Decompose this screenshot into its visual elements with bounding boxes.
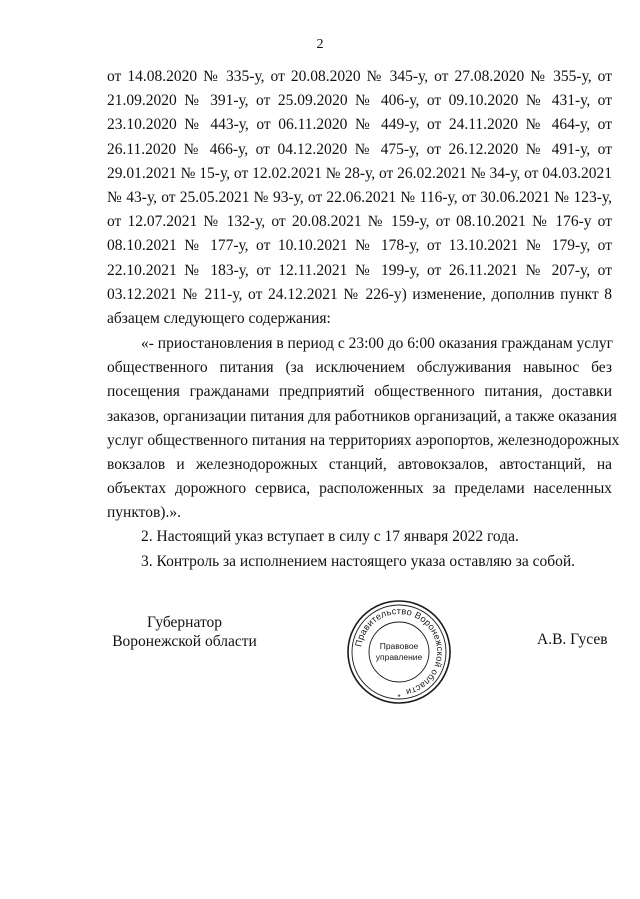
body-line: 03.12.2021 № 211-у, от 24.12.2021 № 226-у) изменение, дополнив пункт 8 <box>107 285 612 303</box>
quote-line: «- приостановления в период с 23:00 до 6:00 оказания гражданам услуг <box>141 335 614 352</box>
quote-line: заказов, организации питания для работников организаций, а также оказания <box>107 407 617 425</box>
body-line: 21.09.2020 № 391-у, от 25.09.2020 № 406-у, от 09.10.2020 № 431-у, от <box>107 92 612 110</box>
signatory-title <box>107 613 262 651</box>
seal-center-line2: управление <box>375 652 423 662</box>
body-line: 08.10.2021 № 177-у, от 10.10.2021 № 178-у, от 13.10.2021 № 179-у, от <box>107 237 612 255</box>
quote-line: услуг общественного питания на территориях аэропортов, железнодорожных <box>107 431 620 449</box>
seal-center-line1: Правовое <box>379 641 419 651</box>
item-3: 3. Контроль за исполнением настоящего указа оставляю за собой. <box>141 553 576 570</box>
quoted-amendment <box>107 332 620 526</box>
signatory-title-line2: Воронежской области <box>112 633 257 650</box>
seal-ring-text: Правительство Воронежской области <box>353 605 446 698</box>
body-line: от 12.07.2021 № 132-у, от 20.08.2021 № 159-у, от 08.10.2021 № 176-у от <box>107 213 612 231</box>
seal-star: * <box>397 693 401 702</box>
body-line: 29.01.2021 № 15-у, от 12.02.2021 № 28-у, от 26.02.2021 № 34-у, от 04.03.2021 <box>107 164 613 182</box>
official-seal <box>345 598 453 706</box>
signatory-title-line1: Губернатор <box>146 614 223 631</box>
decree-body <box>107 65 612 331</box>
quote-line: вокзалов и железнодорожных станций, автовокзалов, автостанций, на <box>107 455 612 473</box>
quote-line: посещения гражданами предприятий общественного питания, доставки <box>107 383 612 401</box>
body-line: № 43-у, от 25.05.2021 № 93-у, от 22.06.2021 № 116-у, от 30.06.2021 № 123-у, <box>107 188 612 206</box>
quote-line: общественного питания (за исключением обслуживания навынос без <box>107 359 612 377</box>
body-line: 23.10.2020 № 443-у, от 06.11.2020 № 449-у, от 24.11.2020 № 464-у, от <box>107 116 612 134</box>
quote-line: объектах дорожного сервиса, расположенных за пределами населенных <box>107 480 612 498</box>
body-line: от 14.08.2020 № 335-у, от 20.08.2020 № 345-у, от 27.08.2020 № 355-у, от <box>107 68 612 85</box>
page-number: 2 <box>316 37 324 52</box>
signatory-name: А.В. Гусев <box>537 631 608 648</box>
body-line: 22.10.2021 № 183-у, от 12.11.2021 № 199-у, от 26.11.2021 № 207-у, от <box>107 261 612 279</box>
item-2: 2. Настоящий указ вступает в силу с 17 января 2022 года. <box>141 528 519 545</box>
body-line: абзацем следующего содержания: <box>107 309 331 327</box>
quote-line: пунктов).». <box>107 504 181 522</box>
body-line: 26.11.2020 № 466-у, от 04.12.2020 № 475-у, от 26.12.2020 № 491-у, от <box>107 140 612 158</box>
